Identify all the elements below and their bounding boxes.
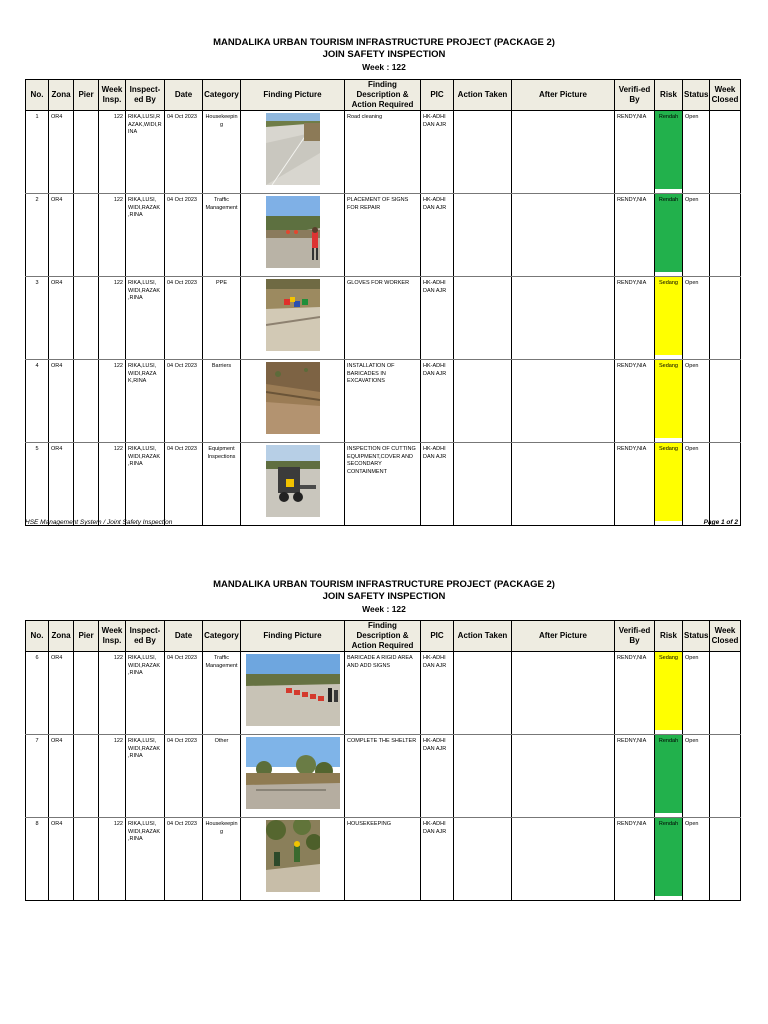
risk-badge: Rendah [655, 194, 682, 272]
cutting-equipment-photo [266, 445, 320, 517]
status-badge: Open [683, 652, 710, 735]
table-row [26, 277, 741, 360]
cell-action-taken [454, 360, 512, 443]
risk-badge: Rendah [655, 818, 682, 896]
cell-finding-description: PLACEMENT OF SIGNS FOR REPAIR [345, 194, 421, 277]
risk-cell [655, 818, 683, 901]
col-no: No. [26, 80, 49, 111]
footer-page-number: Page 1 of 2 [703, 519, 738, 526]
cell-after-picture [512, 194, 615, 277]
cell-inspected-by: RIKA,LUSI, WIDI,RAZAK ,RINA [126, 652, 165, 735]
status-badge: Open [683, 194, 710, 277]
cell-pic: HK-ADHI DAN AJR [421, 818, 454, 901]
finding-picture-cell [241, 111, 345, 194]
cell-category: Housekeeping [203, 818, 241, 901]
cell-date: 04 Oct 2023 [165, 111, 203, 194]
cell-verified-by: RENDY,NIA [615, 194, 655, 277]
col-zona: Zona [49, 80, 74, 111]
risk-badge: Sedang [655, 360, 682, 438]
cell-no: 6 [26, 652, 49, 735]
col-pier: Pier [74, 80, 99, 111]
col-after-picture: After Picture [512, 80, 615, 111]
cell-action-taken [454, 443, 512, 526]
cell-category: Traffic Management [203, 194, 241, 277]
cell-action-taken [454, 277, 512, 360]
cell-finding-description: COMPLETE THE SHELTER [345, 735, 421, 818]
cell-category: Equipment Inspections [203, 443, 241, 526]
page2-title-block [0, 579, 768, 615]
col-action-taken: Action Taken [454, 621, 512, 652]
col-no: No. [26, 621, 49, 652]
col-date: Date [165, 621, 203, 652]
table-header-row [26, 80, 741, 111]
finding-picture-cell [241, 735, 345, 818]
project-title: MANDALIKA URBAN TOURISM INFRASTRUCTURE PROJECT (PACKAGE 2) [213, 37, 555, 48]
col-finding-description: Finding Description & Action Required [345, 621, 421, 652]
cell-after-picture [512, 652, 615, 735]
cell-inspected-by: RIKA,LUSI, WIDI,RAZAK ,RINA [126, 735, 165, 818]
cell-date: 04 Oct 2023 [165, 818, 203, 901]
cell-action-taken [454, 194, 512, 277]
road-cleaning-photo [266, 113, 320, 185]
cell-verified-by: RENDY,NIA [615, 443, 655, 526]
col-pier: Pier [74, 621, 99, 652]
cell-finding-description: BARICADE A RIGID AREA AND ADD SIGNS [345, 652, 421, 735]
col-category: Category [203, 80, 241, 111]
cell-week-closed [710, 652, 741, 735]
cell-week-insp: 122 [99, 360, 126, 443]
risk-cell [655, 652, 683, 735]
finding-picture-cell [241, 360, 345, 443]
cell-no: 2 [26, 194, 49, 277]
cell-verified-by: REDNY,NIA [615, 735, 655, 818]
cell-verified-by: RENDY,NIA [615, 277, 655, 360]
table-row [26, 652, 741, 735]
road-signs-photo [266, 196, 320, 268]
cell-week-closed [710, 360, 741, 443]
cell-no: 5 [26, 443, 49, 526]
cell-finding-description: GLOVES FOR WORKER [345, 277, 421, 360]
excavation-photo [266, 362, 320, 434]
cell-pier [74, 360, 99, 443]
risk-cell [655, 194, 683, 277]
cell-pier [74, 735, 99, 818]
cell-zona: OR4 [49, 111, 74, 194]
risk-badge: Rendah [655, 735, 682, 813]
col-action-taken: Action Taken [454, 80, 512, 111]
cell-week-insp: 122 [99, 735, 126, 818]
cell-week-closed [710, 818, 741, 901]
cell-pic: HK-ADHI DAN AJR [421, 194, 454, 277]
cell-finding-description: HOUSEKEEPING [345, 818, 421, 901]
cell-action-taken [454, 652, 512, 735]
cell-action-taken [454, 111, 512, 194]
inspection-table-page2 [25, 620, 741, 901]
cell-pier [74, 443, 99, 526]
col-date: Date [165, 80, 203, 111]
cell-verified-by: RENDY,NIA [615, 818, 655, 901]
cell-inspected-by: RIKA,LUSI, WIDI,RAZAK ,RINA [126, 443, 165, 526]
cell-inspected-by: RIKA,LUSI, WIDI,RAZAK ,RINA [126, 818, 165, 901]
cell-date: 04 Oct 2023 [165, 360, 203, 443]
finding-picture-cell [241, 818, 345, 901]
status-badge: Open [683, 111, 710, 194]
cell-week-insp: 122 [99, 443, 126, 526]
cell-week-closed [710, 735, 741, 818]
cell-pier [74, 652, 99, 735]
col-week-closed: Week Closed [710, 621, 741, 652]
footer-system-label: HSE Management System / Joint Safety Inspection [25, 519, 173, 526]
project-title-page2: MANDALIKA URBAN TOURISM INFRASTRUCTURE PROJECT (PACKAGE 2) [213, 579, 555, 590]
cell-zona: OR4 [49, 818, 74, 901]
table-row [26, 443, 741, 526]
finding-picture-cell [241, 277, 345, 360]
cell-action-taken [454, 818, 512, 901]
cell-category: Barriers [203, 360, 241, 443]
col-after-picture: After Picture [512, 621, 615, 652]
cell-no: 8 [26, 818, 49, 901]
risk-cell [655, 360, 683, 443]
inspection-title: JOIN SAFETY INSPECTION [322, 49, 446, 60]
week-label-page2: Week : 122 [362, 604, 406, 614]
col-pic: PIC [421, 621, 454, 652]
status-badge: Open [683, 277, 710, 360]
finding-picture-cell [241, 194, 345, 277]
col-verified-by: Verifi-ed By [615, 621, 655, 652]
risk-cell [655, 277, 683, 360]
col-status: Status [683, 80, 710, 111]
inspection-title-page2: JOIN SAFETY INSPECTION [322, 591, 446, 602]
shelter-site-photo [246, 737, 340, 809]
col-verified-by: Verifi-ed By [615, 80, 655, 111]
status-badge: Open [683, 818, 710, 901]
table-row [26, 818, 741, 901]
cell-no: 1 [26, 111, 49, 194]
col-inspected-by: Inspect-ed By [126, 621, 165, 652]
cell-pic: HK-ADHI DAN AJR [421, 735, 454, 818]
cell-week-insp: 122 [99, 652, 126, 735]
cell-no: 4 [26, 360, 49, 443]
status-badge: Open [683, 360, 710, 443]
cell-inspected-by: RIKA,LUSI,RAZAK,WIDI,RINA [126, 111, 165, 194]
col-week-insp: Week Insp. [99, 80, 126, 111]
col-risk: Risk [655, 621, 683, 652]
col-week-closed: Week Closed [710, 80, 741, 111]
cell-verified-by: RENDY,NIA [615, 360, 655, 443]
col-pic: PIC [421, 80, 454, 111]
cell-pic: HK-ADHI DAN AJR [421, 443, 454, 526]
cell-date: 04 Oct 2023 [165, 735, 203, 818]
cell-after-picture [512, 443, 615, 526]
finding-picture-cell [241, 652, 345, 735]
cell-pier [74, 194, 99, 277]
cell-inspected-by: RIKA,LUSI, WIDI,RAZAK ,RINA [126, 194, 165, 277]
col-status: Status [683, 621, 710, 652]
cell-week-insp: 122 [99, 277, 126, 360]
col-category: Category [203, 621, 241, 652]
cell-after-picture [512, 735, 615, 818]
status-badge: Open [683, 443, 710, 526]
cell-week-insp: 122 [99, 194, 126, 277]
cell-after-picture [512, 360, 615, 443]
cell-action-taken [454, 735, 512, 818]
cell-pier [74, 277, 99, 360]
cell-pic: HK-ADHI DAN AJR [421, 277, 454, 360]
cell-after-picture [512, 111, 615, 194]
table-row [26, 194, 741, 277]
cell-inspected-by: RIKA,LUSI, WIDI,RAZA K,RINA [126, 360, 165, 443]
cell-pier [74, 818, 99, 901]
cell-week-insp: 122 [99, 111, 126, 194]
cell-finding-description: INSPECTION OF CUTTING EQUIPMENT,COVER AND SECONDARY CONTAINMENT [345, 443, 421, 526]
cell-zona: OR4 [49, 443, 74, 526]
cell-zona: OR4 [49, 194, 74, 277]
risk-cell [655, 735, 683, 818]
table-body-page1 [26, 111, 741, 526]
cell-zona: OR4 [49, 652, 74, 735]
cell-finding-description: Road cleaning [345, 111, 421, 194]
cell-no: 3 [26, 277, 49, 360]
page1-title-block [0, 37, 768, 73]
risk-badge: Sedang [655, 277, 682, 355]
cell-pic: HK-ADHI DAN AJR [421, 111, 454, 194]
cell-after-picture [512, 277, 615, 360]
cell-category: Traffic Management [203, 652, 241, 735]
cell-finding-description: INSTALLATION OF BARICADES IN EXCAVATIONS [345, 360, 421, 443]
col-inspected-by: Inspect-ed By [126, 80, 165, 111]
barricade-area-photo [246, 654, 340, 726]
inspection-table-page1 [25, 79, 741, 526]
cell-no: 7 [26, 735, 49, 818]
cell-date: 04 Oct 2023 [165, 194, 203, 277]
col-finding-picture: Finding Picture [241, 80, 345, 111]
cell-date: 04 Oct 2023 [165, 443, 203, 526]
week-label: Week : 122 [362, 62, 406, 72]
status-badge: Open [683, 735, 710, 818]
cell-after-picture [512, 818, 615, 901]
cell-pier [74, 111, 99, 194]
table-row [26, 360, 741, 443]
finding-picture-cell [241, 443, 345, 526]
cell-week-closed [710, 194, 741, 277]
risk-badge: Sedang [655, 652, 682, 730]
col-risk: Risk [655, 80, 683, 111]
cell-category: PPE [203, 277, 241, 360]
housekeeping-photo [266, 820, 320, 892]
risk-cell [655, 443, 683, 526]
table-row [26, 735, 741, 818]
col-zona: Zona [49, 621, 74, 652]
cell-pic: HK-ADHI DAN AJR [421, 652, 454, 735]
col-week-insp: Week Insp. [99, 621, 126, 652]
cell-week-insp: 122 [99, 818, 126, 901]
cell-pic: HK-ADHI DAN AJR [421, 360, 454, 443]
cell-week-closed [710, 443, 741, 526]
risk-badge: Sedang [655, 443, 682, 521]
cell-verified-by: RENDY,NIA [615, 652, 655, 735]
cell-category: Other [203, 735, 241, 818]
cell-zona: OR4 [49, 360, 74, 443]
cell-zona: OR4 [49, 277, 74, 360]
cell-category: Housekeeping [203, 111, 241, 194]
workers-gloves-photo [266, 279, 320, 351]
cell-date: 04 Oct 2023 [165, 277, 203, 360]
cell-inspected-by: RIKA,LUSI, WIDI,RAZAK ,RINA [126, 277, 165, 360]
risk-cell [655, 111, 683, 194]
cell-week-closed [710, 111, 741, 194]
col-finding-description: Finding Description & Action Required [345, 80, 421, 111]
table-row [26, 111, 741, 194]
col-finding-picture: Finding Picture [241, 621, 345, 652]
cell-zona: OR4 [49, 735, 74, 818]
cell-verified-by: RENDY,NIA [615, 111, 655, 194]
table-body-page2 [26, 652, 741, 901]
cell-date: 04 Oct 2023 [165, 652, 203, 735]
table-header-row [26, 621, 741, 652]
cell-week-closed [710, 277, 741, 360]
risk-badge: Rendah [655, 111, 682, 189]
